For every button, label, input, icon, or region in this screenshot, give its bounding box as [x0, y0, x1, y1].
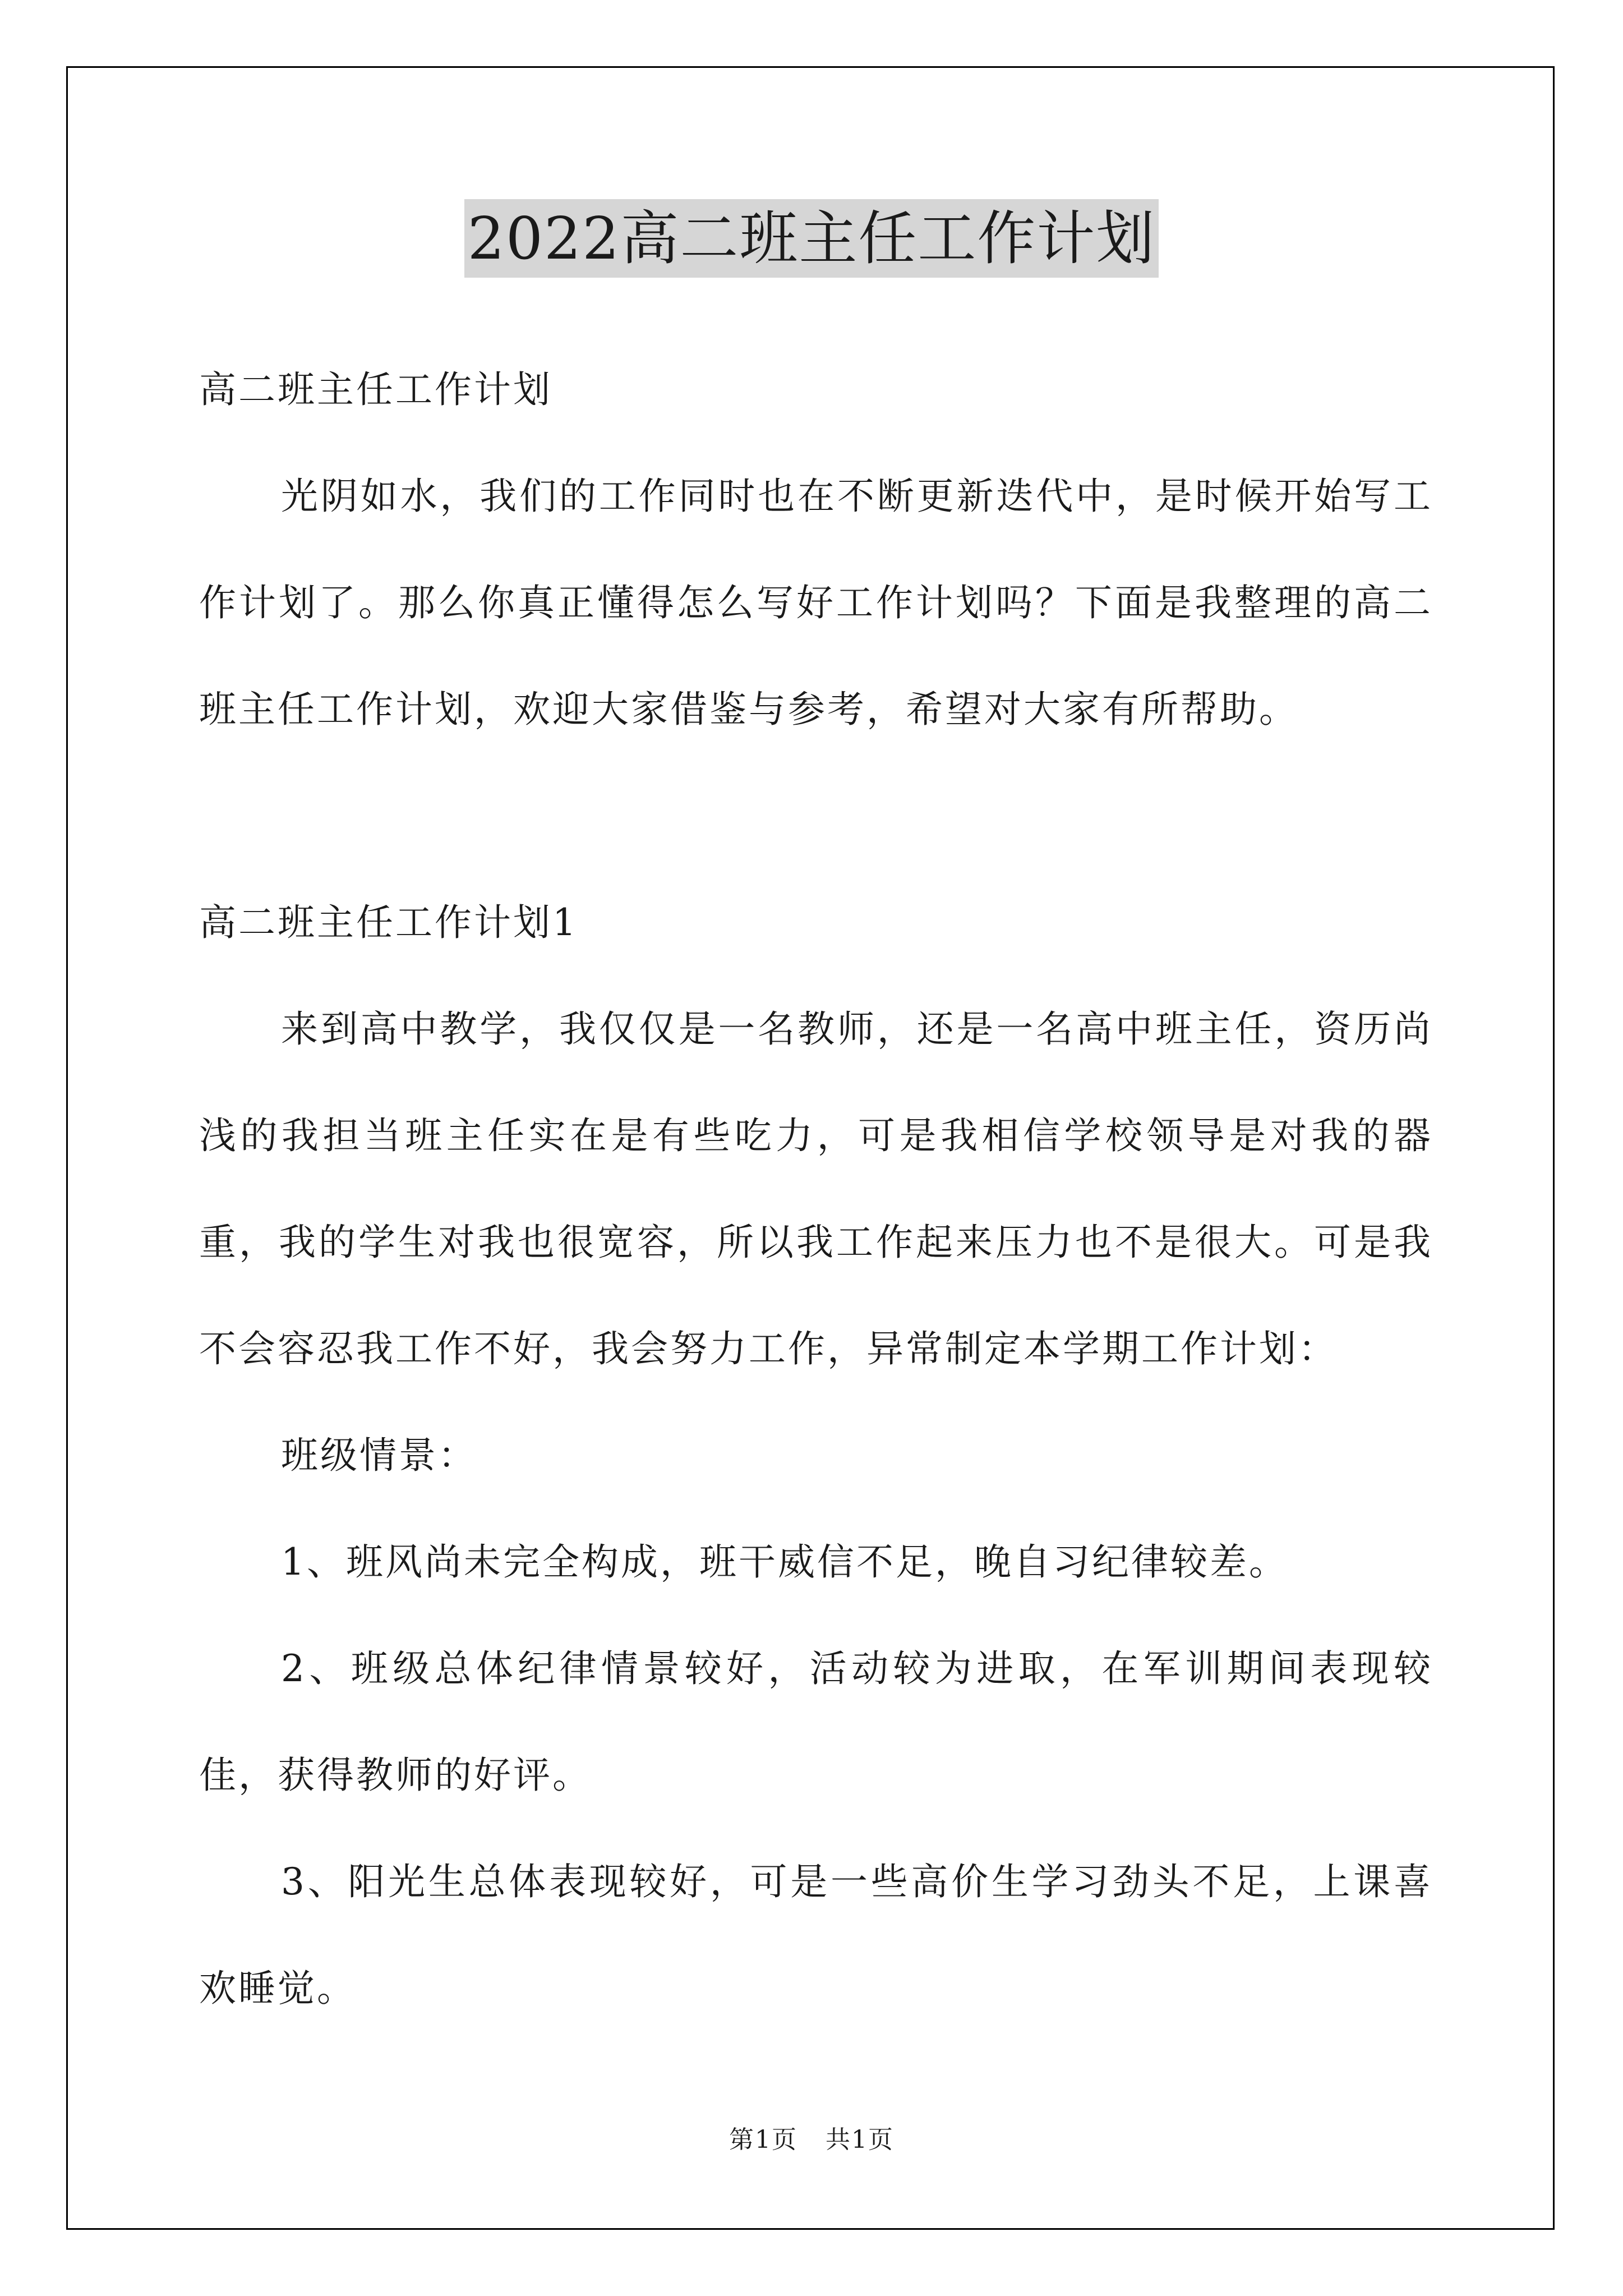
title-container — [0, 199, 1623, 278]
list-item: 2、班级总体纪律情景较好，活动较为进取，在军训期间表现较佳，获得教师的好评。 — [199, 1647, 1433, 1797]
page-number-current: 第1页 — [729, 2125, 797, 2154]
page-number-total: 共1页 — [826, 2125, 894, 2154]
document-subtitle: 高二班主任工作计划 — [199, 368, 552, 411]
section-heading: 高二班主任工作计划1 — [199, 901, 578, 944]
class-situation-label: 班级情景： — [281, 1434, 477, 1477]
intro-paragraph: 光阴如水，我们的工作同时也在不断更新迭代中，是时候开始写工作计划了。那么你真正懂得怎么写好工作计划吗？下面是我整理的高二班主任工作计划，欢迎大家借鉴与参考，希望对大家有所帮助。 — [199, 475, 1433, 731]
section-gap — [199, 763, 1433, 869]
page-footer — [0, 2123, 1623, 2157]
document-title: 2022高二班主任工作计划 — [464, 199, 1159, 278]
section-paragraph: 来到高中教学，我仅仅是一名教师，还是一名高中班主任，资历尚浅的我担当班主任实在是有些吃力，可是我相信学校领导是对我的器重，我的学生对我也很宽容，所以我工作起来压力也不是很大。可是我不会容忍我工作不好，我会努力工作，异常制定本学期工作计划： — [199, 1007, 1433, 1370]
list-item: 1、班风尚未完全构成，班干威信不足，晚自习纪律较差。 — [281, 1540, 1288, 1584]
list-item: 3、阳光生总体表现较好，可是一些高价生学习劲头不足，上课喜欢睡觉。 — [199, 1860, 1433, 2010]
document-body — [199, 337, 1433, 2042]
